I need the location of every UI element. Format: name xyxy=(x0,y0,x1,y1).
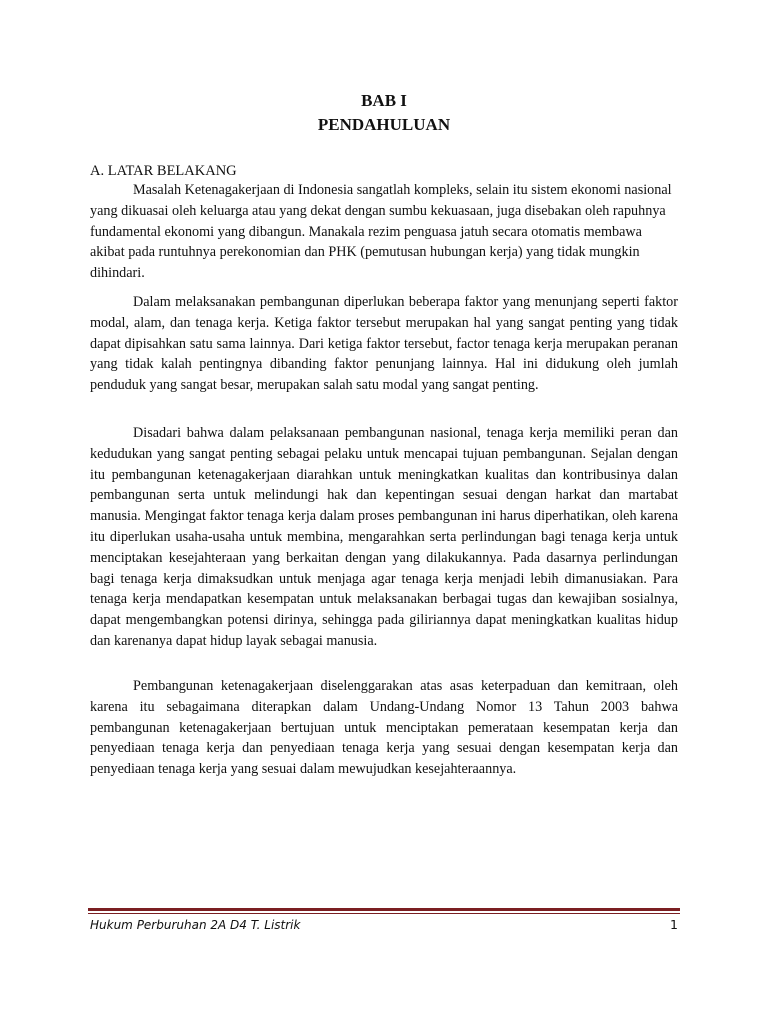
body-text xyxy=(90,180,678,296)
chapter-title: PENDAHULUAN xyxy=(317,115,451,134)
body-text-2 xyxy=(90,292,678,408)
paragraph-3: Disadari bahwa dalam pelaksanaan pembangunan nasional, tenaga kerja memiliki peran dan kedudukan yang sangat penting sebagai pelaku untuk mencapai tujuan pembangunan. Sejalan dengan itu pembangunan ketenagakerjaan diarahkan untuk meningkatkan kualitas dan kontribusinya dalan pembangunan serta untuk melindungi hak dan kepentingan sesuai dengan harkat dan martabat manusia. Mengingat faktor tenaga kerja dalam proses pembangunan ini harus diperhatikan, oleh karena itu diperlukan usaha-usaha untuk membina, mengarahkan serta perlindungan bagi tenaga kerja untuk menciptakan kesejahteraan yang berkaitan dengan yang dilakukannya. Pada dasarnya perlindungan bagi tenaga kerja dimaksudkan untuk menjaga agar tenaga kerja menjadi lebih dimanusiakan. Para tenaga kerja mendapatkan kesempatan untuk melaksanakan berbagai tugas dan kewajiban sosialnya, dapat mengembangkan potensi dirinya, sehingga pada giliriannya dapat meningkatkan kualitas hidup dan karenanya dapat hidup layak sebagai manusia. xyxy=(90,425,678,649)
paragraph-4: Pembangunan ketenagakerjaan diselenggarakan atas asas keterpaduan dan kemitraan, oleh karena itu sebagaimana diterapkan dalam Undang-Undang Nomor 13 Tahun 2003 bahwa pembangunan ketenagakerjaan bertujuan untuk menciptakan pemerataan kesempatan kerja dan penyediaan tenaga kerja dan penyediaan tenaga kerja yang sesuai dengan kesempatan kerja dan penyediaan tenaga kerja yang sesuai dalam mewujudkan kesejahteraannya. xyxy=(90,678,678,778)
body-text-3 xyxy=(90,423,678,664)
chapter-number: BAB I xyxy=(361,91,407,110)
paragraph-2: Dalam melaksanakan pembangunan diperlukan beberapa faktor yang menunjang seperti faktor modal, alam, dan tenaga kerja. Ketiga faktor tersebut merupakan hal yang sangat penting yang tidak dapat dipisahkan satu sama lainnya. Dari ketiga faktor tersebut, factor tenaga kerja merupakan peranan yang tidak kalah pentingnya dibanding faktor penunjang lainnya. Hal ini didukung oleh jumlah penduduk yang sangat besar, merupakan salah satu modal yang sangat penting. xyxy=(90,294,678,394)
section-heading: A. LATAR BELAKANG xyxy=(90,163,237,179)
body-text-4 xyxy=(90,676,678,792)
paragraph-1: Masalah Ketenagakerjaan di Indonesia sangatlah kompleks, selain itu sistem ekonomi nasional yang dikuasai oleh keluarga atau yang dekat dengan sumbu kekuasaan, juga disebakan oleh rapuhnya fundamental ekonomi yang dibangun. Manakala rezim penguasa jatuh secara otomatis membawa akibat pada runtuhnya perekonomian dan PHK (pemutusan hubungan kerja) yang tidak mungkin dihindari. xyxy=(90,182,672,282)
footer-divider xyxy=(88,908,680,911)
footer-course-label: Hukum Perburuhan 2A D4 T. Listrik xyxy=(90,918,301,932)
page-number: 1 xyxy=(670,917,678,932)
footer-divider-thin xyxy=(88,913,680,914)
